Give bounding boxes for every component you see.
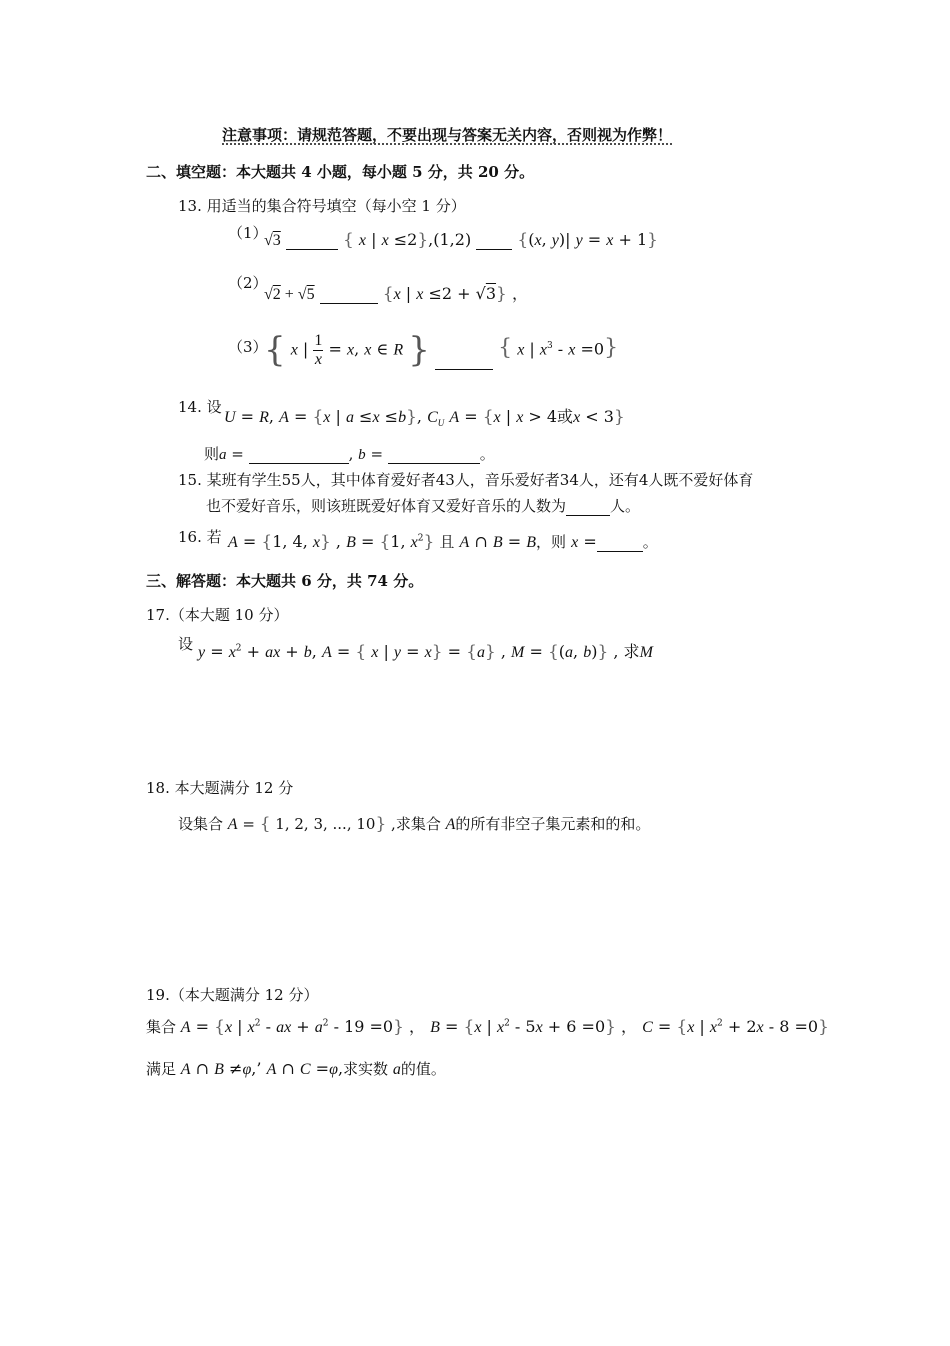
q14-expression: U = R, A = {x | a ≤x ≤b}, $C_U$ A = {x | x > 4或x < 3} [224,407,625,429]
question-19-title: 19.（本大题满分 12 分） [146,986,319,1004]
question-18-body: 设集合 A = { 1, 2, 3, ..., 10} ,求集合 A的所有非空子集元素和的和。 [178,814,651,834]
answer-blank[interactable] [597,539,643,552]
question-16-stem: 16. 若 [178,528,222,546]
section-2-title: 二、填空题：本大题共 4 小题，每小题 5 分，共 20 分。 [146,163,535,181]
question-17-title: 17.（本大题 10 分） [146,606,289,624]
answer-blank[interactable] [286,237,338,250]
answer-blank[interactable] [566,503,610,516]
notice-text: 注意事项：请规范答题，不要出现与答案无关内容，否则视为作弊！ [222,126,673,144]
answer-blank[interactable] [476,237,512,250]
q13-part3-label: （3） [228,338,268,356]
q16-expression: A = {1, 4, x} , B = {1, $x^2$} 且 A ∩ B = B，则 x = 。 [228,532,658,552]
answer-blank-a[interactable] [249,451,349,464]
answer-blank[interactable] [435,357,493,370]
question-18-title: 18. 本大题满分 12 分 [146,779,294,797]
question-19-sets: 集合 A = {x | $x^2$ - ax + $a^2 - 19 =0$} ， B = {x | $x^2 - 5x + 6 =0$} ， C = {x | $x^2 + 2x - 8 =0$} [146,1017,829,1037]
section-3-title: 三、解答题：本大题共 6 分，共 74 分。 [146,572,424,590]
q13-part2-label: （2） [228,274,268,292]
question-17-prefix: 设 [178,635,194,653]
answer-blank[interactable] [320,291,378,304]
q13-part1-label: （1） [228,224,268,242]
answer-blank-b[interactable] [388,451,480,464]
question-13-stem: 13. 用适当的集合符号填空（每小空 1 分） [178,197,466,215]
question-15-line2: 也不爱好音乐，则该班既爱好体育又爱好音乐的人数为 人。 [206,497,641,515]
q13-part3-expression: { x | $\frac{1}{x}$ = x, x ∈ R } { x | $x^3 - x =0$} [264,330,619,370]
q17-expression: $y = x^2$ + ax + b, A = { x | y = x} = {a} , M = {(a, b)} , 求M [198,642,653,662]
q14-answer-line: 则a = , b = 。 [204,445,495,463]
question-15-line1: 15. 某班有学生55人，其中体育爱好者43人，音乐爱好者34人，还有4人既不爱好体育 [178,471,754,489]
q13-part2-expression: √2 + √5 {x | x ≤2 + √3} ， [264,284,528,304]
q13-part1-expression: √3 { x | x ≤2},(1,2) {(x, y)| y = x + 1} [264,230,658,250]
question-14-stem: 14. 设 [178,398,222,416]
question-19-conditions: 满足 A ∩ B ≠φ,’ A ∩ C =φ,求实数 a的值。 [146,1059,446,1078]
